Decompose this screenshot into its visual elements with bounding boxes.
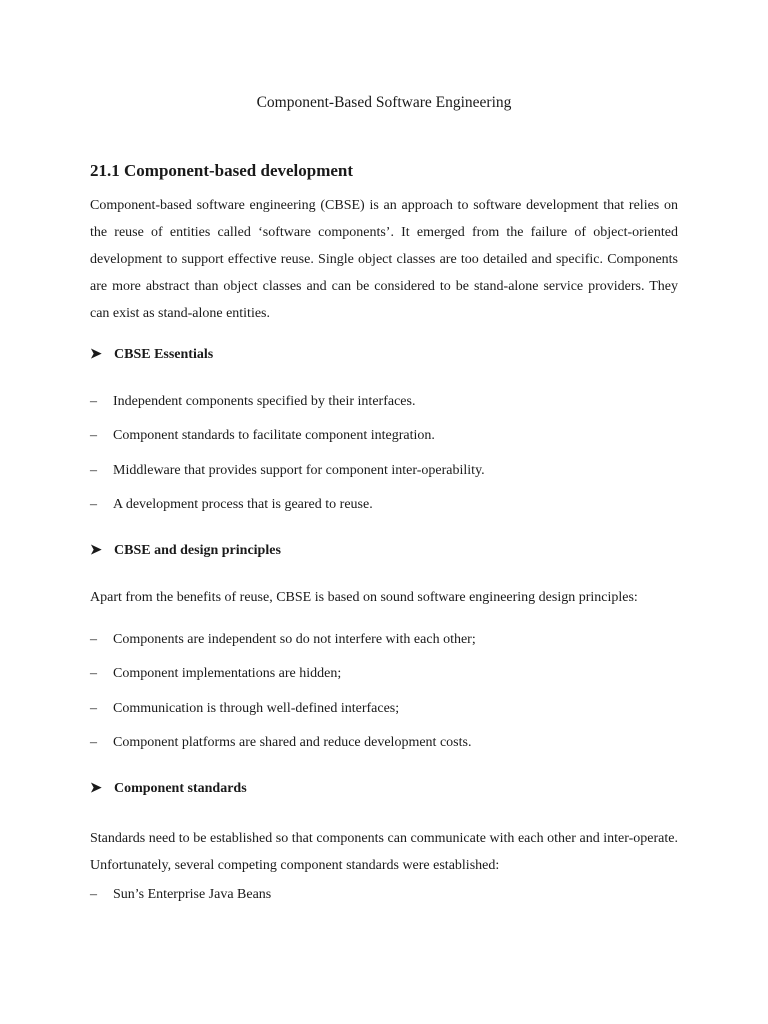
arrow-bullet-icon: ➤ [90, 781, 102, 796]
list-item [90, 394, 415, 410]
document-title: Component-Based Software Engineering [256, 94, 512, 111]
list-item-text: Components are independent so do not interfere with each other; [113, 632, 476, 647]
component-standards-heading [90, 780, 247, 797]
design-principles-heading-label: CBSE and design principles [114, 543, 281, 558]
list-item-text: Component platforms are shared and reduce development costs. [113, 735, 472, 750]
dash-marker: – [90, 394, 97, 409]
arrow-bullet-icon: ➤ [90, 543, 102, 558]
list-item-text: Component standards to facilitate component integration. [113, 428, 435, 443]
component-standards-paragraph: Standards need to be established so that components can communicate with each other and inter-operate. Unfortunately, several competing component standards were established: [90, 831, 678, 873]
dash-marker: – [90, 887, 97, 902]
list-item [90, 701, 399, 717]
list-item-text: Independent components specified by their interfaces. [113, 394, 416, 409]
list-item [90, 497, 373, 513]
list-item-text: Communication is through well-defined interfaces; [113, 701, 400, 716]
list-item [90, 428, 435, 444]
list-item [90, 666, 341, 682]
design-principles-paragraph: Apart from the benefits of reuse, CBSE is based on sound software engineering design principles: [90, 590, 638, 605]
list-item-text: Middleware that provides support for component inter-operability. [113, 463, 485, 478]
section-heading: 21.1 Component-based development [90, 161, 354, 180]
list-item-text: Component implementations are hidden; [113, 666, 342, 681]
design-principles-heading [90, 542, 281, 559]
dash-marker: – [90, 428, 97, 443]
dash-marker: – [90, 497, 97, 512]
essentials-heading-label: CBSE Essentials [114, 347, 214, 362]
component-standards-heading-label: Component standards [114, 781, 247, 796]
dash-marker: – [90, 701, 97, 716]
intro-paragraph: Component-based software engineering (CBSE) is an approach to software development that relies on the reuse of entities called ‘software components’. It emerged from the failure of object-oriented development to support effective reuse. Single object classes are too detailed and specific. Components are more abstract than object classes and can be considered to be stand-alone service providers. They can exist as stand-alone entities. [90, 198, 678, 321]
list-item-text: A development process that is geared to reuse. [113, 497, 373, 512]
dash-marker: – [90, 632, 97, 647]
list-item [90, 632, 476, 648]
list-item-text: Sun’s Enterprise Java Beans [113, 887, 272, 902]
arrow-bullet-icon: ➤ [90, 347, 102, 362]
dash-marker: – [90, 666, 97, 681]
essentials-heading [90, 346, 213, 363]
list-item [90, 463, 485, 479]
list-item [90, 887, 271, 903]
dash-marker: – [90, 735, 97, 750]
list-item [90, 735, 471, 751]
dash-marker: – [90, 463, 97, 478]
